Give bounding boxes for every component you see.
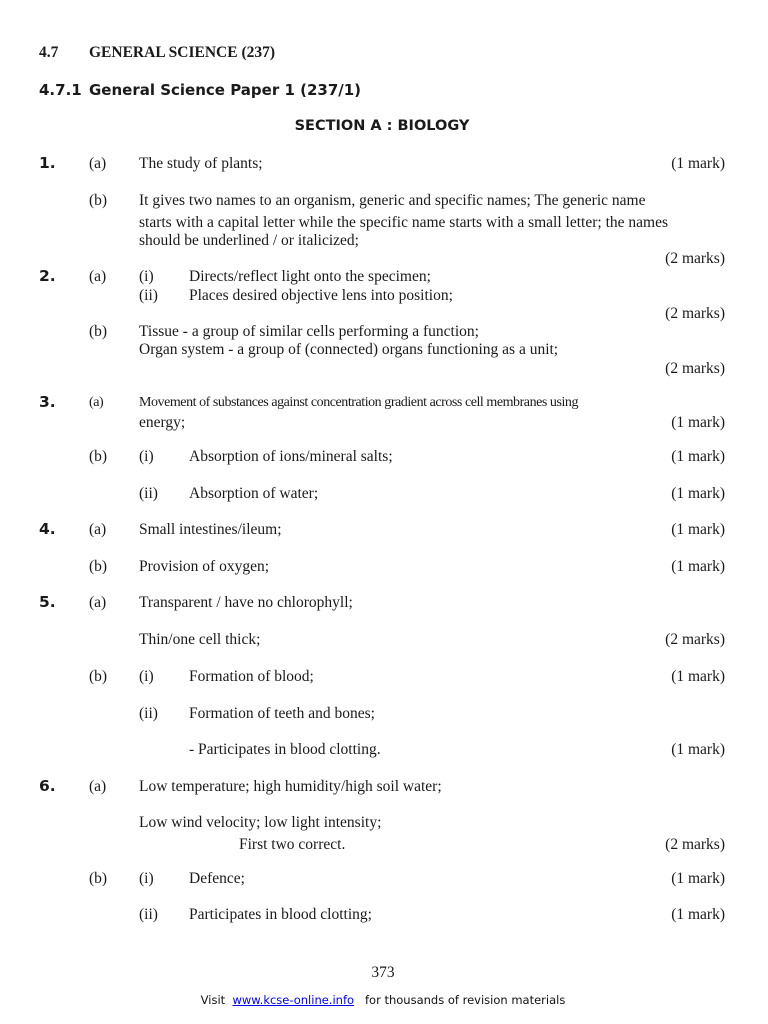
part-label: (a) <box>89 594 107 611</box>
subpart-label: (ii) <box>139 287 158 304</box>
answer-text: - Participates in blood clotting. <box>189 741 381 758</box>
answer-text: It gives two names to an organism, generic and specific names; The generic name <box>139 192 646 209</box>
part-label: (a) <box>89 521 107 538</box>
mark-allocation: (1 mark) <box>671 668 725 685</box>
question-number: 1. <box>39 154 56 172</box>
mark-allocation: (1 mark) <box>671 521 725 538</box>
answer-text: energy; <box>139 414 186 431</box>
question-number: 5. <box>39 593 56 611</box>
answer-text: should be underlined / or italicized; <box>139 232 359 249</box>
answer-text: Low wind velocity; low light intensity; <box>139 814 382 831</box>
section-number: 4.7 <box>39 44 59 61</box>
answer-text: Thin/one cell thick; <box>139 631 261 648</box>
mark-allocation: (1 mark) <box>671 906 725 923</box>
part-label: (a) <box>89 155 107 172</box>
footer-prefix: Visit <box>200 993 226 1007</box>
subpart-label: (i) <box>139 268 154 285</box>
subpart-label: (i) <box>139 668 154 685</box>
answer-text: Transparent / have no chlorophyll; <box>139 594 353 611</box>
footer-suffix: for thousands of revision materials <box>365 993 566 1007</box>
question-number: 6. <box>39 777 56 795</box>
part-label: (a) <box>89 395 104 410</box>
answer-text: Organ system - a group of (connected) organs functioning as a unit; <box>139 341 559 358</box>
part-label: (b) <box>89 870 108 887</box>
part-label: (a) <box>89 268 107 285</box>
mark-allocation: (2 marks) <box>665 836 725 853</box>
subsection-number: 4.7.1 <box>39 81 82 99</box>
answer-text: Formation of blood; <box>189 668 314 685</box>
answer-text: Participates in blood clotting; <box>189 906 372 923</box>
question-number: 2. <box>39 267 56 285</box>
answer-text: Tissue - a group of similar cells performing a function; <box>139 323 479 340</box>
part-label: (b) <box>89 668 108 685</box>
answer-text: Small intestines/ileum; <box>139 521 282 538</box>
part-label: (b) <box>89 448 108 465</box>
subpart-label: (ii) <box>139 906 158 923</box>
answer-text: The study of plants; <box>139 155 263 172</box>
mark-allocation: (2 marks) <box>665 250 725 267</box>
answer-text: Low temperature; high humidity/high soil water; <box>139 778 442 795</box>
footer <box>0 993 766 1007</box>
part-label: (a) <box>89 778 107 795</box>
subpart-label: (ii) <box>139 485 158 502</box>
answer-text: Movement of substances against concentration gradient across cell membranes using <box>139 395 579 410</box>
mark-allocation: (1 mark) <box>671 870 725 887</box>
page-number: 373 <box>371 964 395 981</box>
answer-text: Places desired objective lens into position; <box>189 287 453 304</box>
footer-link[interactable]: www.kcse-online.info <box>232 993 355 1007</box>
question-number: 3. <box>39 393 56 411</box>
mark-allocation: (2 marks) <box>665 305 725 322</box>
answer-text: Defence; <box>189 870 245 887</box>
answer-text: Absorption of water; <box>189 485 319 502</box>
mark-allocation: (1 mark) <box>671 155 725 172</box>
section-heading: SECTION A : BIOLOGY <box>294 118 470 134</box>
mark-allocation: (1 mark) <box>671 558 725 575</box>
subpart-label: (i) <box>139 448 154 465</box>
mark-allocation: (1 mark) <box>671 414 725 431</box>
mark-allocation: (1 mark) <box>671 485 725 502</box>
subpart-label: (ii) <box>139 705 158 722</box>
subpart-label: (i) <box>139 870 154 887</box>
answer-text: Directs/reflect light onto the specimen; <box>189 268 431 285</box>
section-title: GENERAL SCIENCE (237) <box>89 44 276 61</box>
part-label: (b) <box>89 323 108 340</box>
part-label: (b) <box>89 192 108 209</box>
mark-allocation: (2 marks) <box>665 360 725 377</box>
marking-note: First two correct. <box>239 836 346 853</box>
subsection-title: General Science Paper 1 (237/1) <box>89 81 362 99</box>
part-label: (b) <box>89 558 108 575</box>
mark-allocation: (1 mark) <box>671 741 725 758</box>
answer-text: starts with a capital letter while the specific name starts with a small letter; the names <box>139 214 668 231</box>
answer-text: Provision of oxygen; <box>139 558 270 575</box>
answer-text: Formation of teeth and bones; <box>189 705 375 722</box>
mark-allocation: (2 marks) <box>665 631 725 648</box>
question-number: 4. <box>39 520 56 538</box>
mark-allocation: (1 mark) <box>671 448 725 465</box>
answer-text: Absorption of ions/mineral salts; <box>189 448 393 465</box>
